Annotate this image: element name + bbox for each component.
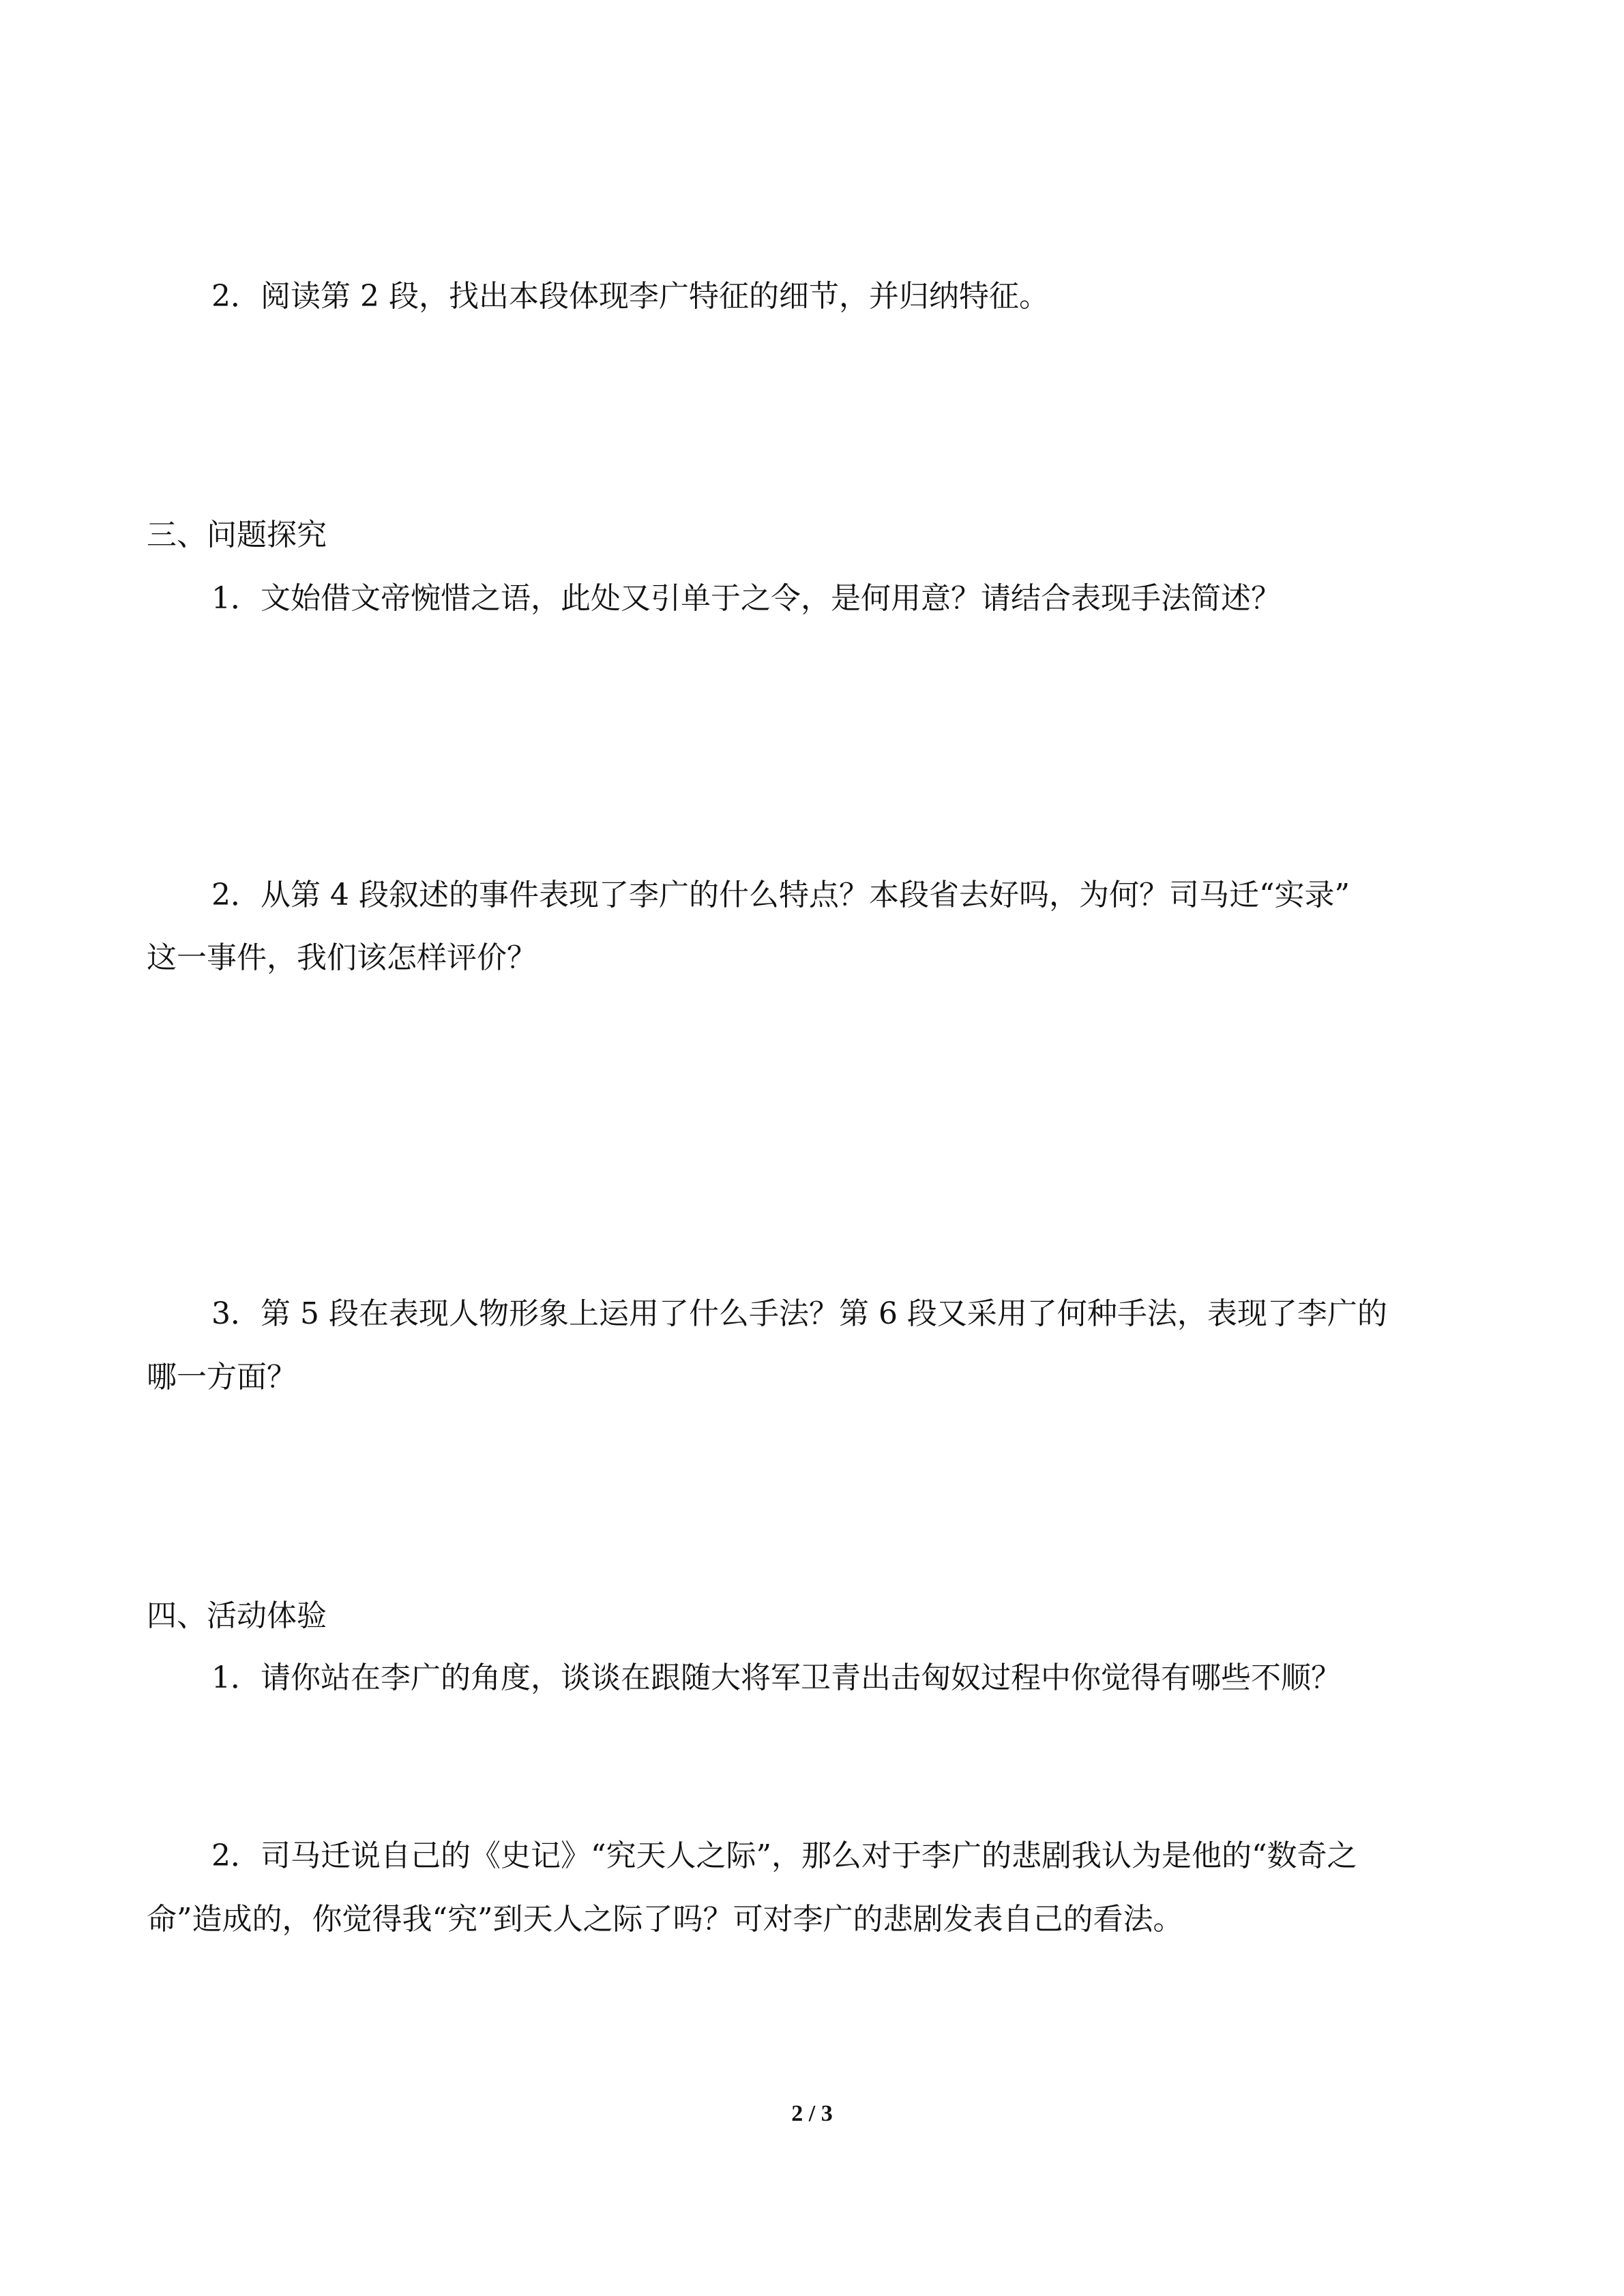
- question-2-read-paragraph-2: 2．阅读第 2 段，找出本段体现李广特征的细节，并归纳特征。: [211, 279, 1049, 314]
- section-heading-problem-inquiry: 三、问题探究: [147, 518, 327, 552]
- section3-question-3-line-2: 哪一方面？: [147, 1360, 297, 1395]
- section3-question-1: 1．文始借文帝惋惜之语，此处又引单于之令，是何用意？请结合表现手法简述？: [211, 581, 1281, 616]
- section4-question-2-line-1: 2．司马迁说自己的《史记》“究天人之际”，那么对于李广的悲剧我认为是他的“数奇之: [211, 1838, 1357, 1873]
- page-number: 2 / 3: [791, 2101, 833, 2126]
- section4-question-2-line-2: 命”造成的，你觉得我“究”到天人之际了吗？可对李广的悲剧发表自己的看法。: [147, 1902, 1183, 1937]
- section-heading-activity-experience: 四、活动体验: [147, 1598, 327, 1633]
- section3-question-2-line-1: 2．从第 4 段叙述的事件表现了李广的什么特点？本段省去好吗，为何？司马迁“实录”: [211, 878, 1350, 912]
- section3-question-3-line-1: 3．第 5 段在表现人物形象上运用了什么手法？第 6 段又采用了何种手法，表现了李广的: [211, 1296, 1387, 1331]
- section3-question-2-line-2: 这一事件，我们该怎样评价？: [147, 940, 537, 975]
- section4-question-1: 1．请你站在李广的角度，谈谈在跟随大将军卫青出击匈奴过程中你觉得有哪些不顺？: [211, 1660, 1341, 1695]
